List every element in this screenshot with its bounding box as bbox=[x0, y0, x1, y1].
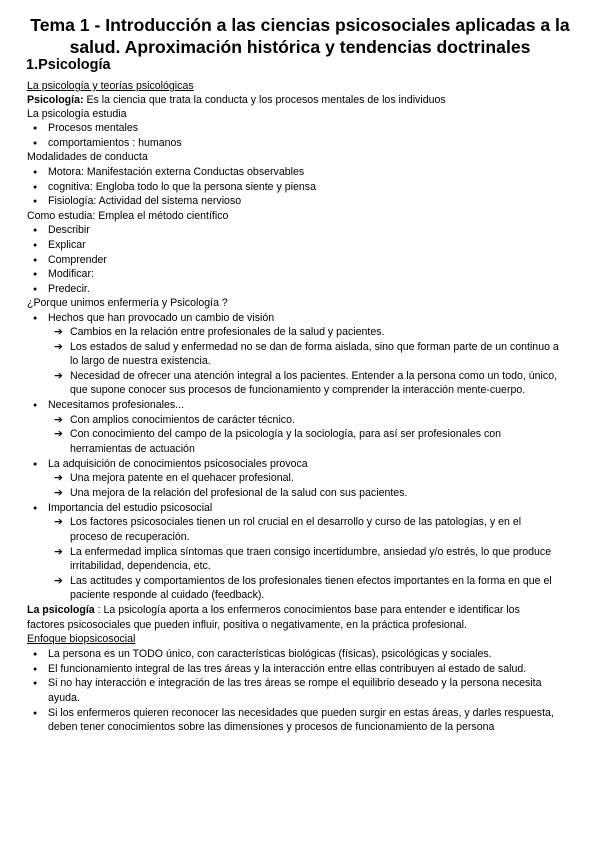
list-item: Una mejora de la relación del profesional de la salud con sus pacientes. bbox=[70, 487, 408, 499]
list-item-continuation: ayuda. bbox=[48, 692, 80, 704]
bullet-icon: ● bbox=[33, 271, 38, 278]
list-item-continuation: herramientas de actuación bbox=[70, 443, 195, 455]
arrow-icon: ➔ bbox=[54, 472, 63, 484]
bullet-icon: ● bbox=[33, 680, 38, 687]
bullet-icon: ● bbox=[33, 710, 38, 717]
bullet-icon: ● bbox=[33, 125, 38, 132]
list-item: Con amplios conocimientos de carácter técnico. bbox=[70, 414, 295, 426]
como-label: Como estudia: Emplea el método científico bbox=[27, 210, 229, 222]
porque-label: ¿Porque unimos enfermería y Psicología ? bbox=[27, 297, 228, 309]
list-item-continuation: lo largo de nuestra existencia. bbox=[70, 355, 211, 367]
bullet-icon: ● bbox=[33, 257, 38, 264]
definition-text: Es la ciencia que trata la conducta y los procesos mentales de los individuos bbox=[83, 94, 446, 106]
modalidades-label: Modalidades de conducta bbox=[27, 151, 148, 163]
arrow-icon: ➔ bbox=[54, 575, 63, 587]
aporta-line-1 bbox=[27, 604, 520, 617]
arrow-icon: ➔ bbox=[54, 546, 63, 558]
list-item: Las actitudes y comportamientos de los profesionales tienen efectos importantes en la forma en que el bbox=[70, 575, 552, 587]
list-item: cognitiva: Engloba todo lo que la persona siente y piensa bbox=[48, 181, 316, 193]
list-item: Con conocimiento del campo de la psicología y la sociología, para así ser profesionales con bbox=[70, 428, 502, 440]
bullet-icon: ● bbox=[33, 651, 38, 658]
definition-line bbox=[27, 94, 446, 107]
list-item: Explicar bbox=[48, 239, 86, 251]
list-item-continuation: deben tener conocimientos sobre las dimensiones y procesos de funcionamiento de la persona bbox=[48, 721, 495, 733]
list-item: comportamientos : humanos bbox=[48, 137, 182, 149]
arrow-icon: ➔ bbox=[54, 487, 63, 499]
arrow-icon: ➔ bbox=[54, 414, 63, 426]
bullet-icon: ● bbox=[33, 461, 38, 468]
list-item: La enfermedad implica síntomas que traen consigo incertidumbre, ansiedad y/o estrés, lo que produce bbox=[70, 546, 552, 558]
title-line-2: salud. Aproximación histórica y tendencias doctrinales bbox=[69, 37, 531, 57]
list-item: Modificar: bbox=[48, 268, 94, 280]
bullet-icon: ● bbox=[33, 184, 38, 191]
list-item: Si los enfermeros quieren reconocer las necesidades que pueden surgir en estas áreas, y darles respuesta, bbox=[48, 707, 554, 719]
list-item: Si no hay interacción e integración de las tres áreas se rompe el equilibrio deseado y la persona necesita bbox=[48, 677, 542, 689]
bullet-icon: ● bbox=[33, 315, 38, 322]
page-title bbox=[20, 14, 580, 58]
estudia-label: La psicología estudia bbox=[27, 108, 127, 120]
list-item: El funcionamiento integral de las tres áreas y la interacción entre ellas contribuyen al estado de salud. bbox=[48, 663, 527, 675]
list-item-continuation: que supone conocer sus procesos de funcionamiento y comprender la interacción mente-cuerpo. bbox=[70, 384, 526, 396]
aporta-label: La psicología bbox=[27, 604, 95, 616]
bullet-icon: ● bbox=[33, 286, 38, 293]
bullet-icon: ● bbox=[33, 198, 38, 205]
list-item: Comprender bbox=[48, 254, 107, 266]
necesitamos-label: Necesitamos profesionales... bbox=[48, 399, 185, 411]
bullet-icon: ● bbox=[33, 169, 38, 176]
arrow-icon: ➔ bbox=[54, 516, 63, 528]
list-item: Motora: Manifestación externa Conductas observables bbox=[48, 166, 305, 178]
list-item: Los factores psicosociales tienen un rol crucial en el desarrollo y curso de las patologías, y en el bbox=[70, 516, 522, 528]
bullet-icon: ● bbox=[33, 666, 38, 673]
list-item: Una mejora patente en el quehacer profesional. bbox=[70, 472, 294, 484]
adquisicion-label: La adquisición de conocimientos psicosociales provoca bbox=[48, 458, 308, 470]
arrow-icon: ➔ bbox=[54, 370, 63, 382]
bullet-icon: ● bbox=[33, 402, 38, 409]
list-item: Describir bbox=[48, 224, 90, 236]
title-line-1: Tema 1 - Introducción a las ciencias psicosociales aplicadas a la bbox=[30, 15, 570, 35]
bullet-icon: ● bbox=[33, 227, 38, 234]
hechos-label: Hechos que han provocado un cambio de visión bbox=[48, 312, 275, 324]
list-item-continuation: irritabilidad, dependencia, etc. bbox=[70, 560, 211, 572]
definition-label: Psicología: bbox=[27, 94, 84, 106]
list-item: La persona es un TODO único, con características biológicas (físicas), psicológicas y sociales. bbox=[48, 648, 492, 660]
list-item: Fisiología: Actividad del sistema nervioso bbox=[48, 195, 242, 207]
arrow-icon: ➔ bbox=[54, 341, 63, 353]
bullet-icon: ● bbox=[33, 140, 38, 147]
arrow-icon: ➔ bbox=[54, 326, 63, 338]
list-item-continuation: proceso de recuperación. bbox=[70, 531, 190, 543]
enfoque-label: Enfoque biopsicosocial bbox=[27, 633, 136, 645]
aporta-text: : La psicología aporta a los enfermeros conocimientos base para entender e identificar los bbox=[94, 604, 520, 616]
bullet-icon: ● bbox=[33, 242, 38, 249]
list-item: Cambios en la relación entre profesionales de la salud y pacientes. bbox=[70, 326, 385, 338]
importancia-label: Importancia del estudio psicosocial bbox=[48, 502, 213, 514]
list-item: Procesos mentales bbox=[48, 122, 139, 134]
list-item: Predecir. bbox=[48, 283, 90, 295]
subheading-teorias: La psicología y teorías psicológicas bbox=[27, 80, 194, 92]
bullet-icon: ● bbox=[33, 505, 38, 512]
list-item: Necesidad de ofrecer una atención integral a los pacientes. Entender a la persona como un todo, único, bbox=[70, 370, 558, 382]
aporta-line-2: factores psicosociales que pueden influir, positiva o negativamente, en la práctica profesional. bbox=[27, 619, 467, 631]
list-item-continuation: paciente responde al cuidado (feedback). bbox=[70, 589, 265, 601]
section-heading: 1.Psicología bbox=[26, 57, 111, 73]
arrow-icon: ➔ bbox=[54, 428, 63, 440]
list-item: Los estados de salud y enfermedad no se dan de forma aislada, sino que forman parte de un continuo a bbox=[70, 341, 559, 353]
